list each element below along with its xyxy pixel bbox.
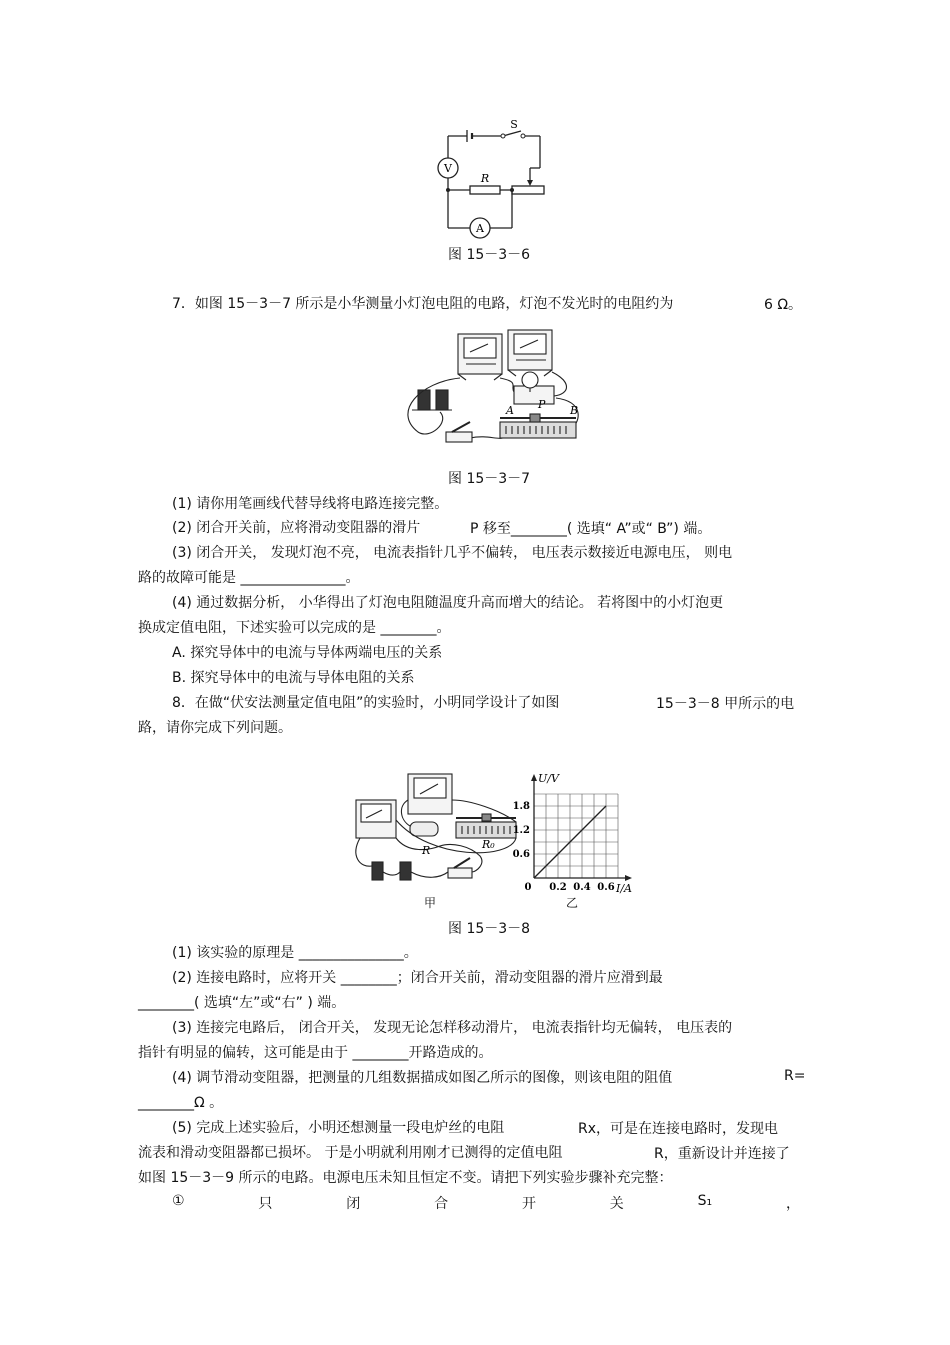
step1-char: ①	[172, 1193, 185, 1209]
step1-char: 合	[434, 1196, 449, 1212]
q8-part1: (1) 该实验的原理是 _______________。	[172, 945, 418, 961]
q8-part5-a: (5) 完成上述实验后，小明还想测量一段电炉丝的电阻	[172, 1120, 505, 1136]
label-yi: 乙	[566, 896, 579, 910]
q8-part5-b: 流表和滑动变阻器都已损坏。 于是小明就利用刚才已测得的定值电阻	[138, 1145, 563, 1161]
light-bulb	[514, 372, 554, 404]
q8-part3-b: 指针有明显的偏转，这可能是由于 ________开路造成的。	[138, 1045, 493, 1061]
switch-device	[446, 422, 472, 442]
figure-caption-15-3-8: 图 15－3－8	[448, 921, 531, 937]
q8-part4-b: ________Ω 。	[138, 1095, 224, 1111]
q8-part4-a: (4) 调节滑动变阻器，把测量的几组数据描成如图乙所示的图像，则该电阻的阻值	[172, 1070, 673, 1086]
ammeter-label: A	[476, 222, 484, 235]
q8-part5-a-r: Rx，可是在连接电路时，发现电	[578, 1121, 779, 1137]
label-r: R	[422, 844, 431, 857]
switch-device	[448, 858, 472, 878]
q7-part4-a: (4) 通过数据分析， 小华得出了灯泡电阻随温度升高而增大的结论。 若将图中的小灯泡更	[172, 595, 724, 611]
rheostat-label-a: A	[506, 404, 514, 417]
rheostat-label-b: B	[570, 404, 579, 417]
voltmeter-label: V	[444, 162, 452, 175]
q8-part2-b: ________( 选填“左”或“右” ) 端。	[138, 995, 346, 1011]
step1-char: 开	[521, 1196, 536, 1212]
resistor-label: R	[480, 172, 490, 185]
u-i-chart	[510, 772, 650, 912]
q8-intro-b: 15－3－8 甲所示的电	[656, 696, 795, 712]
ammeter-device	[458, 334, 502, 380]
x-tick-label: 0.6	[597, 882, 615, 893]
q7-option-b: B. 探究导体中的电流与导体电阻的关系	[172, 670, 415, 686]
step1-char: S₁	[697, 1193, 713, 1209]
label-r0: R₀	[482, 838, 495, 851]
q7-part2-a: (2) 闭合开关前，应将滑动变阻器的滑片	[172, 520, 421, 536]
q8-part4-r: R=	[784, 1068, 806, 1084]
battery-pair	[372, 862, 411, 880]
q7-part3-a: (3) 闭合开关， 发现灯泡不亮， 电流表指针几乎不偏转， 电压表示数接近电源电压， 则电	[172, 545, 733, 561]
voltmeter-device	[408, 774, 452, 814]
q8-step1	[172, 1193, 800, 1213]
q7-part4-b: 换成定值电阻，下述实验可以完成的是 ________。	[138, 620, 451, 636]
q7-intro: 7．如图 15－3－7 所示是小华测量小灯泡电阻的电路，灯泡不发光时的电阻约为	[172, 296, 674, 312]
battery-pair	[412, 390, 452, 410]
step1-char: ，	[785, 1196, 800, 1212]
circuit-diagram-15-3-6	[0, 0, 950, 260]
q8-part2-a: (2) 连接电路时，应将开关 ________；闭合开关前，滑动变阻器的滑片应滑到最	[172, 970, 663, 986]
q8-part5-b-r: R，重新设计并连接了	[654, 1146, 790, 1162]
q7-part1: (1) 请你用笔画线代替导线将电路连接完整。	[172, 496, 449, 512]
q8-part5-c: 如图 15－3－9 所示的电路。电源电压未知且恒定不变。请把下列实验步骤补充完整：	[138, 1170, 673, 1186]
apparatus-figure-15-3-8-jia	[0, 760, 950, 910]
q7-value: 6 Ω。	[764, 297, 803, 313]
y-tick-label: 1.2	[512, 825, 530, 836]
step1-char: 只	[258, 1196, 273, 1212]
q7-part2-b: P 移至________( 选填“ A”或“ B”) 端。	[470, 521, 712, 537]
figure-caption-15-3-6: 图 15－3－6	[448, 247, 531, 263]
figure-caption-15-3-7: 图 15－3－7	[448, 471, 531, 487]
q8-part3-a: (3) 连接完电路后， 闭合开关， 发现无论怎样移动滑片， 电流表指针均无偏转， 电压表的	[172, 1020, 733, 1036]
voltmeter-device	[508, 330, 552, 376]
ammeter-device	[356, 800, 396, 838]
q8-intro-a: 8．在做“伏安法测量定值电阻”的实验时，小明同学设计了如图	[172, 695, 560, 711]
rheostat-device	[456, 814, 516, 838]
x-tick-label: 0.2	[549, 882, 567, 893]
resistor-on-base	[410, 822, 438, 836]
q7-part3-b: 路的故障可能是 _______________。	[138, 570, 360, 586]
x-axis-label: I/A	[616, 882, 632, 895]
x-tick-label: 0	[524, 882, 532, 893]
rheostat-label-p: P	[538, 398, 546, 411]
voltmeter-symbol	[438, 158, 458, 178]
label-jia-text: 甲	[424, 896, 437, 910]
y-tick-label: 0.6	[512, 849, 530, 860]
q7-option-a: A. 探究导体中的电流与导体两端电压的关系	[172, 645, 443, 661]
step1-char: 闭	[346, 1196, 361, 1212]
x-tick-label: 0.4	[573, 882, 591, 893]
step1-char: 关	[609, 1196, 624, 1212]
rheostat-device	[500, 414, 576, 438]
y-tick-label: 1.8	[512, 801, 530, 812]
apparatus-figure-15-3-7	[0, 322, 950, 462]
switch-label: S	[510, 118, 518, 131]
ammeter-symbol	[470, 218, 490, 238]
y-axis-label: U/V	[538, 772, 559, 785]
q8-intro-c: 路，请你完成下列问题。	[138, 720, 292, 736]
